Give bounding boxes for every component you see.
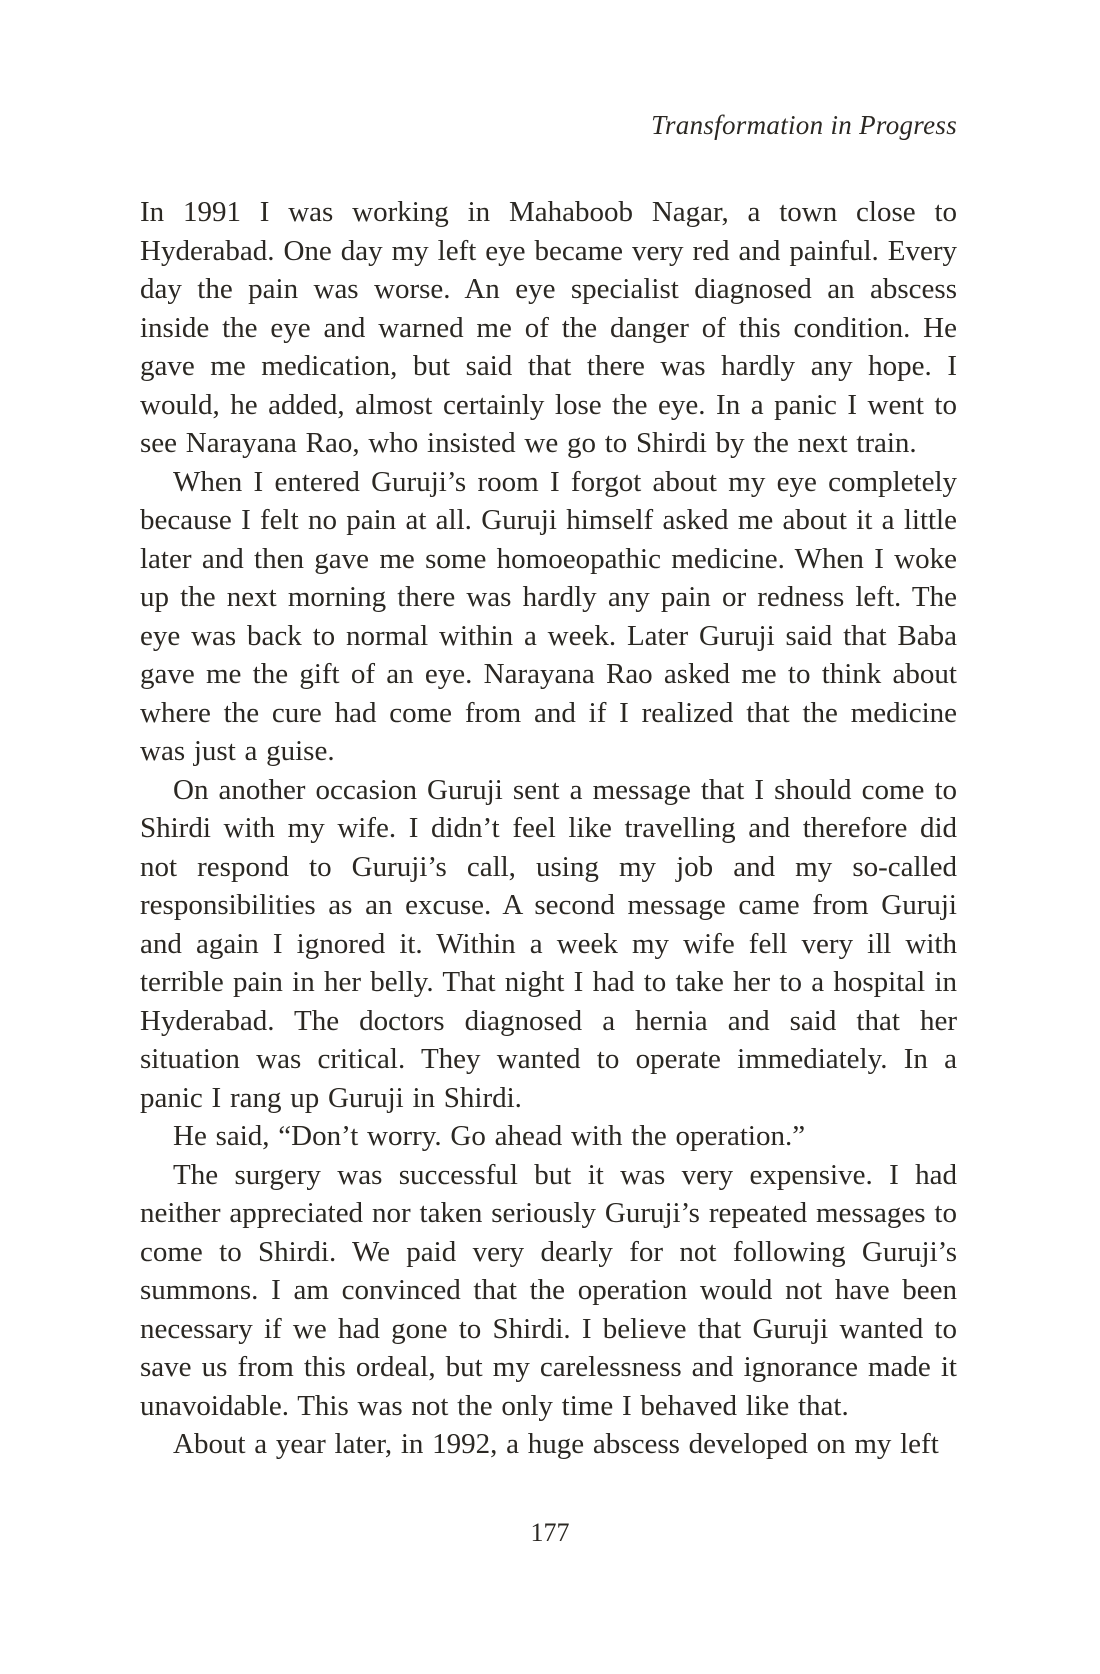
body-paragraph: He said, “Don’t worry. Go ahead with the operation.” [173, 1120, 806, 1152]
body-paragraph: In 1991 I was working in Mahaboob Nagar, a town close to Hyderabad. One day my left eye became very red and painful. Every day the pain was worse. An eye specialist diagnosed an abscess inside the eye and warned me of the danger of this condition. He gave me medication, but said that there was hardly any hope. I would, he added, almost certainly lose the eye. In a panic I went to see Narayana Rao, who insisted we go to Shirdi by the next train. [140, 196, 957, 459]
body-paragraph: The surgery was successful but it was very expensive. I had neither appreciated nor taken seriously Guruji’s repeated messages to come to Shirdi. We paid very dearly for not following Guruji’s summons. I am convinced that the operation would not have been necessary if we had gone to Shirdi. I believe that Guruji wanted to save us from this ordeal, but my carelessness and ignorance made it unavoidable. This was not the only time I behaved like that. [140, 1158, 957, 1422]
running-header: Transformation in Progress [651, 110, 957, 140]
body-text [140, 193, 957, 1464]
body-paragraph: When I entered Guruji’s room I forgot about my eye completely because I felt no pain at all. Guruji himself asked me about it a little later and then gave me some homoeopathic medicine. When I woke up the next morning there was hardly any pain or redness left. The eye was back to normal within a week. Later Guruji said that Baba gave me the gift of an eye. Narayana Rao asked me to think about where the cure had come from and if I realized that the medicine was just a guise. [140, 465, 957, 767]
body-paragraph: On another occasion Guruji sent a message that I should come to Shirdi with my wife. I didn’t feel like travelling and therefore did not respond to Guruji’s call, using my job and my so-called responsibilities as an excuse. A second message came from Guruji and again I ignored it. Within a week my wife fell very ill with terrible pain in her belly. That night I had to take her to a hospital in Hyderabad. The doctors diagnosed a hernia and said that her situation was critical. They wanted to operate immediately. In a panic I rang up Guruji in Shirdi. [140, 773, 957, 1114]
body-paragraph: About a year later, in 1992, a huge abscess developed on my left [173, 1428, 939, 1460]
page-number: 177 [530, 1518, 570, 1547]
